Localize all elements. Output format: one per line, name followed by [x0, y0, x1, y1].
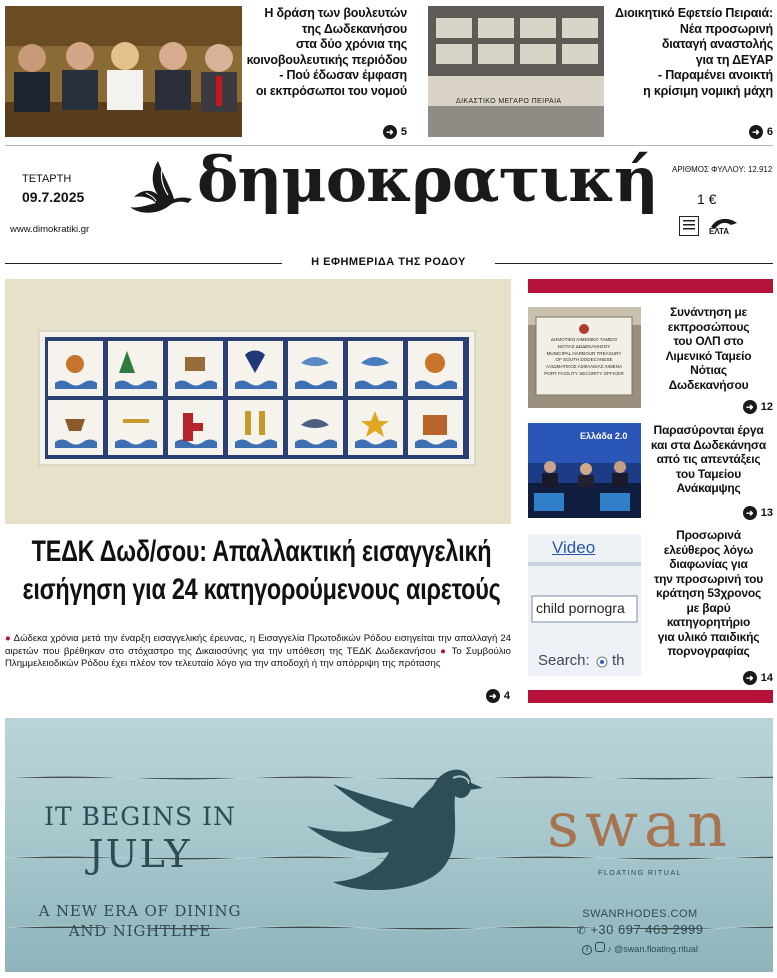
side-story-2-headline: Παρασύρονται έργα και στα Δωδεκάνησα από τις απεντάξεις του Ταμείου Ανάκαμψης [650, 423, 767, 495]
ad-website[interactable]: SWANRHODES.COM [582, 908, 698, 920]
harbour-sign-text: ΔΗΜΟΤΙΚΟ ΛΙΜΕΝΙΚΟ ΤΑΜΕΙΟ ΝΟΤΙΑΣ ΔΩΔΕΚΑΝΗΣΟΥ MUNICIPAL HARBOUR TREASURY OF SOUTH DODECANESE ΑΞΙΩΜΑΤΙΚΟΣ ΑΣΦΑΛΕΙΑΣ ΛΙΜΕΝΑ PORT FACILITY SECURITY OFFICER [544, 337, 624, 376]
ad-line-1: IT BEGINS IN [44, 802, 236, 831]
issue-number: ΑΡΙΘΜΟΣ ΦΥΛΛΟΥ: 12.912 [672, 165, 773, 174]
tagline-rule-right [495, 263, 773, 264]
side-story-2[interactable] [528, 420, 773, 524]
arrow-right-icon: ➜ [749, 125, 763, 139]
masthead [0, 143, 777, 275]
side-story-3[interactable] [528, 528, 773, 688]
tagline-rule-left [5, 263, 282, 264]
top-story-1-headline: Η δράση των βουλευτών της Δωδεκανήσου στα δύο χρόνια της κοινοβουλευτικής περιόδου - Πού έδωσαν έμφαση οι εκπρόσωποι του νομού [246, 6, 407, 98]
instagram-icon [595, 942, 605, 952]
main-headline: ΤΕΔΚ Δωδ/σου: Απαλλακτική εισαγγελική εισήγηση για 24 κατηγορούμενους αιρετούς [22, 535, 501, 606]
newspaper-title: δημοκρατική [197, 143, 658, 216]
tiktok-icon: ♪ [607, 944, 612, 954]
side-story-1-page-ref[interactable]: ➜ 12 [743, 400, 773, 414]
side-story-3-page-ref[interactable]: ➜ 14 [743, 671, 773, 685]
sidebar-bottom-band [528, 690, 773, 703]
side-story-2-page-ref[interactable]: ➜ 13 [743, 506, 773, 520]
phone-icon: ✆ [576, 925, 587, 937]
tiles-photo [5, 279, 511, 524]
bullet-icon: ● [5, 633, 12, 644]
membership-badge [679, 216, 699, 236]
ad-line-3: A NEW ERA OF DINING [38, 902, 242, 920]
issue-date: 09.7.2025 [22, 189, 85, 205]
arrow-right-icon: ➜ [383, 125, 397, 139]
swan-icon [293, 756, 493, 906]
top-story-2-headline: Διοικητικό Εφετείο Πειραιά: Νέα προσωρινή διαταγή αναστολής για τη ΔΕΥΑΡ - Παραμένει ανοικτή η κρίσιμη νομική μάχη [615, 6, 773, 98]
ad-phone-row[interactable]: ✆ +30 697 463 2999 [576, 922, 704, 937]
top-story-1[interactable] [5, 6, 411, 140]
arrow-right-icon: ➜ [743, 506, 757, 520]
conference-photo [528, 423, 641, 518]
top-story-2-page-ref[interactable]: ➜ 6 [749, 125, 773, 139]
courthouse-photo [428, 6, 604, 137]
swan-brand-sub: FLOATING RITUAL [598, 870, 682, 877]
dove-logo [128, 159, 194, 221]
arrow-right-icon: ➜ [743, 400, 757, 414]
ad-line-4: AND NIGHTLIFE [68, 922, 212, 940]
mps-photo [5, 6, 242, 137]
search-screen-photo: Video child pornogra Search: th [528, 534, 641, 676]
top-story-2[interactable] [428, 6, 773, 140]
facebook-icon: f [582, 945, 592, 955]
main-story-body: ● Δώδεκα χρόνια μετά την έναρξη εισαγγελικής έρευνας, η Εισαγγελία Πρωτοδικών Ρόδου εισηγείται την απαλλαγή 24 αιρετών που βρέθηκαν στο στόχαστρο της Δικαιοσύνης για την υπόθεση της ΤΕΔΚ Δωδεκανήσου ● Το Συμβούλιο Πλημμελειοδικών Ρόδου έχει πλέον τον τελευταίο λόγο για την αποδοχή ή την απόρριψη της πρότασης [5, 633, 511, 669]
ad-social-row[interactable]: f ♪ @swan.floating.ritual [525, 942, 755, 955]
issue-day: ΤΕΤΑΡΤΗ [22, 173, 72, 185]
price: 1 € [697, 191, 717, 207]
swan-advertisement[interactable] [5, 718, 773, 972]
side-story-1-headline: Συνάντηση με εκπροσώπους του ΟΛΠ στο Λιμενικό Ταμείο Νότιας Δωδεκανήσου [665, 305, 752, 392]
tagline: Η ΕΦΗΜΕΡΙΔΑ ΤΗΣ ΡΟΔΟΥ [311, 256, 466, 268]
arrow-right-icon: ➜ [743, 671, 757, 685]
side-story-1[interactable] [528, 302, 773, 414]
bullet-icon: ● [440, 645, 448, 657]
harbour-sign-photo [528, 307, 641, 408]
sidebar-top-band [528, 279, 773, 293]
website[interactable]: www.dimokratiki.gr [10, 224, 90, 235]
ad-line-2: JULY [88, 832, 192, 876]
side-story-3-headline: Προσωρινά ελεύθερος λόγω διαφωνίας για την προσωρινή του κράτηση 53χρονος με βαρύ κατηγορητήριο για υλικό παιδικής πορνογραφίας [653, 528, 763, 658]
arrow-right-icon: ➜ [486, 689, 500, 703]
top-story-1-page-ref[interactable]: ➜ 5 [383, 125, 407, 139]
main-story-page-ref[interactable]: ➜ 4 [486, 689, 510, 703]
conference-banner: Ελλάδα 2.0 [580, 431, 628, 441]
main-story[interactable] [5, 279, 518, 707]
elta-logo: ΕΛΤΑ [707, 215, 741, 237]
courthouse-sign: ΔΙΚΑΣΤΙΚΟ ΜΕΓΑΡΟ ΠΕΙΡΑΙΑ [456, 98, 562, 105]
swan-brand-logo: swan [547, 788, 733, 861]
